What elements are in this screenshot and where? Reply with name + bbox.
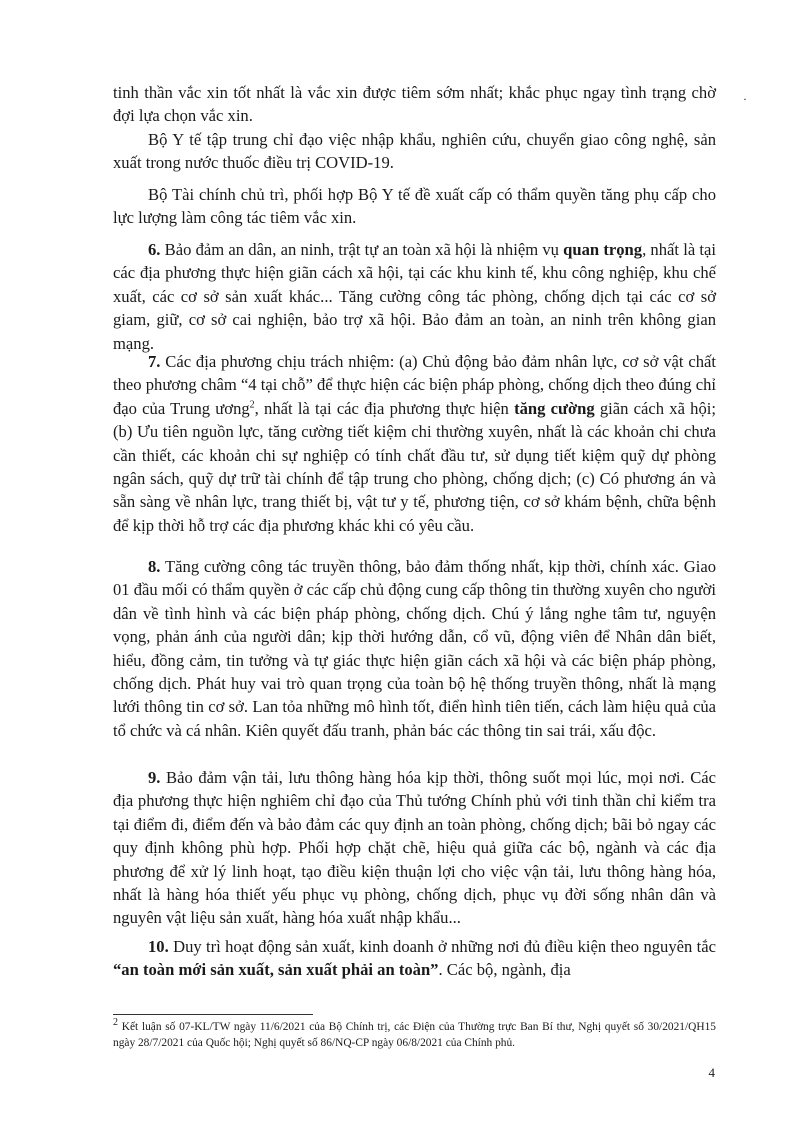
item-number: 7.: [148, 352, 161, 371]
paragraph-intro: tinh thần vắc xin tốt nhất là vắc xin được tiêm sớm nhất; khắc phục ngay tình trạng chờ đợi lựa chọn vắc xin.: [113, 83, 716, 126]
paragraph-8: 8. Tăng cường công tác truyền thông, bảo đảm thống nhất, kịp thời, chính xác. Giao 01 đầu mối có thẩm quyền ở các cấp chủ động cung cấp thông tin thường xuyên cho người dân về tình hình và các biện pháp phòng, chống dịch. Chú ý lắng nghe tâm tư, nguyện vọng, phản ánh của người dân; kịp thời hướng dẫn, cổ vũ, động viên để Nhân dân biết, hiểu, đồng cảm, tin tưởng và tự giác thực hiện giãn cách xã hội và các biện pháp phòng, chống dịch. Phát huy vai trò quan trọng của toàn bộ hệ thống truyền thông, nhất là mạng lưới thông tin cơ sở. Lan tỏa những mô hình tốt, điển hình tiên tiến, cách làm hiệu quả của tổ chức và cá nhân. Kiên quyết đấu tranh, phản bác các thông tin sai trái, xấu độc.: [113, 557, 716, 740]
paragraph-health-ministry: Bộ Y tế tập trung chỉ đạo việc nhập khẩu, nghiên cứu, chuyển giao công nghệ, sản xuất trong nước thuốc điều trị COVID-19.: [113, 130, 716, 173]
emphasis: quan trọng: [563, 240, 643, 259]
emphasis: tăng cường: [514, 398, 595, 418]
footnote-separator: [113, 1014, 313, 1015]
paragraph-7: 7. Các địa phương chịu trách nhiệm: (a) Chủ động bảo đảm nhân lực, cơ sở vật chất theo phương châm “4 tại chỗ” để thực hiện các biện pháp phòng, chống dịch theo đúng chỉ đạo của Trung ương$^2$, nhất là tại các địa phương thực hiện tăng cường giãn cách xã hội; (b) Ưu tiên nguồn lực, tăng cường tiết kiệm chi thường xuyên, nhất là các khoản chi chưa cần thiết, các khoản chi sự nghiệp có tính chất đầu tư, sử dụng tiết kiệm quỹ dự phòng ngân sách, quỹ dự trữ tài chính để tập trung cho phòng, chống dịch; (c) Có phương án và sẵn sàng về nhân lực, trang thiết bị, vật tư y tế, phương tiện, cơ sở khám bệnh, chữa bệnh để kịp thời hỗ trợ các địa phương khác khi có yêu cầu.: [113, 352, 716, 535]
item-number: 8.: [148, 557, 161, 576]
item-number: 9.: [148, 768, 161, 787]
item-number: 10.: [148, 937, 169, 956]
paragraph-finance-ministry: Bộ Tài chính chủ trì, phối hợp Bộ Y tế đề xuất cấp có thẩm quyền tăng phụ cấp cho lực lượng làm công tác tiêm vắc xin.: [113, 185, 716, 228]
page-number: 4: [708, 1065, 715, 1080]
footnote-ref: 2: [249, 399, 255, 411]
margin-mark: ·: [743, 92, 747, 106]
item-number: 6.: [148, 240, 161, 259]
paragraph-9: 9. Bảo đảm vận tải, lưu thông hàng hóa kịp thời, thông suốt mọi lúc, mọi nơi. Các địa phương thực hiện nghiêm chỉ đạo của Thủ tướng Chính phủ với tinh thần chỉ kiểm tra tại điểm đi, điểm đến và bảo đảm các quy định an toàn phòng, chống dịch; bãi bỏ ngay các quy định không phù hợp. Phối hợp chặt chẽ, hiệu quả giữa các bộ, ngành và các địa phương để xử lý linh hoạt, tạo điều kiện thuận lợi cho việc vận tải, lưu thông hàng hóa, nhất là hàng hóa thiết yếu phục vụ phòng, chống dịch, phục vụ đời sống nhân dân và nguyên vật liệu sản xuất, hàng hóa xuất nhập khẩu...: [113, 768, 716, 928]
paragraph-6: 6. Bảo đảm an dân, an ninh, trật tự an toàn xã hội là nhiệm vụ quan trọng, nhất là tại các địa phương thực hiện giãn cách xã hội, tại các khu kinh tế, khu công nghiệp, khu chế xuất, các cơ sở sản xuất khác... Tăng cường công tác phòng, chống dịch tại các cơ sở giam, giữ, cơ sở cai nghiện, bảo trợ xã hội. Bảo đảm an toàn, an ninh trên không gian mạng.: [113, 240, 716, 353]
footnote-marker: 2: [113, 1017, 118, 1029]
emphasis: “an toàn mới sản xuất, sản xuất phải an toàn”: [113, 960, 439, 980]
paragraph-10: 10. Duy trì hoạt động sản xuất, kinh doanh ở những nơi đủ điều kiện theo nguyên tắc “an toàn mới sản xuất, sản xuất phải an toàn”. Các bộ, ngành, địa: [113, 937, 716, 980]
footnote: $^2$ Kết luận số 07-KL/TW ngày 11/6/2021 của Bộ Chính trị, các Điện của Thường trực Ban Bí thư, Nghị quyết số 30/2021/QH15 ngày 28/7/2021 của Quốc hội; Nghị quyết số 86/NQ-CP ngày 06/8/2021 của Chính phủ.: [113, 1017, 716, 1049]
